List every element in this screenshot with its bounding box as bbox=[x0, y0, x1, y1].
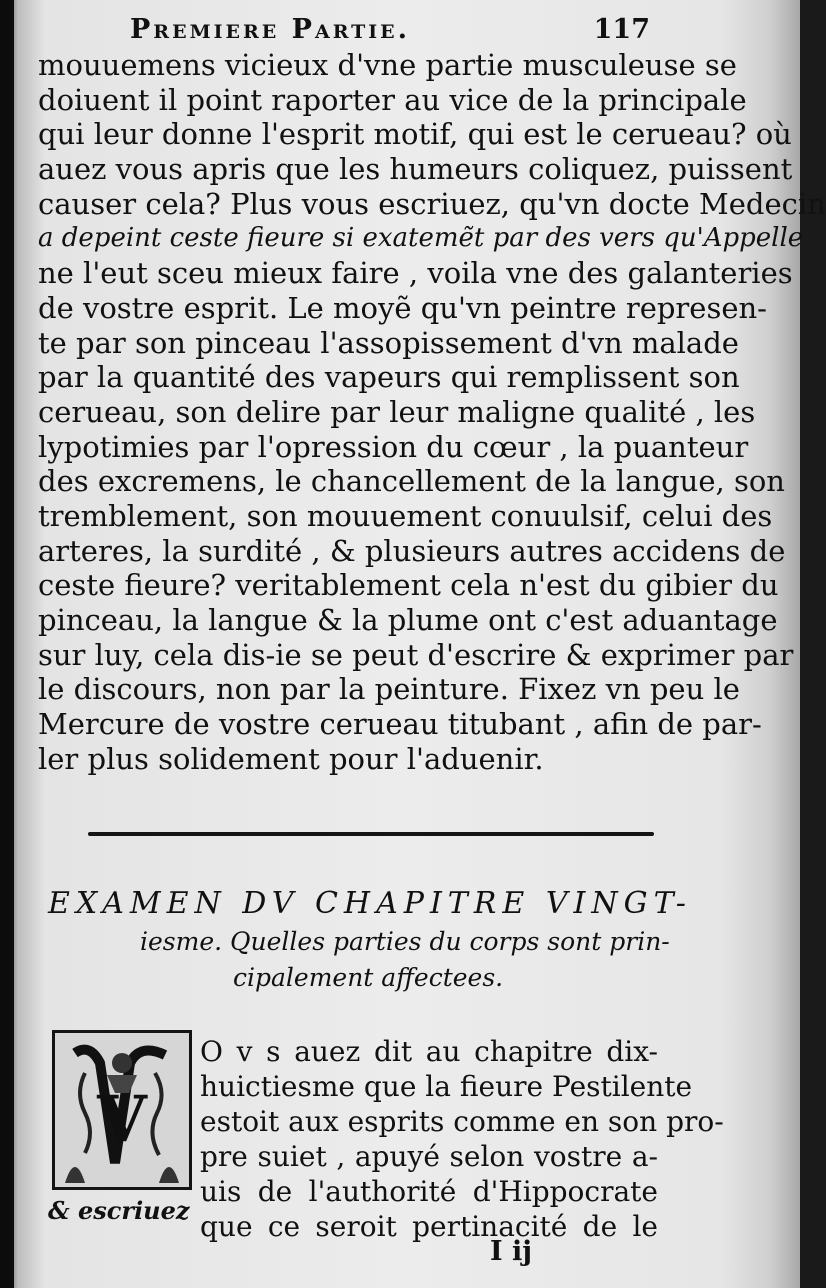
main-text-block bbox=[38, 48, 826, 776]
page-number: 117 bbox=[593, 14, 650, 45]
text-line: de vostre esprit. Le moyẽ qu'vn peintre represen- bbox=[38, 290, 767, 325]
text-line: causer cela? Plus vous escriuez, qu'vn docte Medecin bbox=[38, 186, 826, 221]
text-line: lypotimies par l'opression du cœur , la puanteur bbox=[38, 429, 749, 464]
text-line: a depeint ceste fieure si exatemẽt par des vers qu'Appelle bbox=[38, 223, 804, 254]
text-line: des excremens, le chancellement de la langue, son bbox=[38, 464, 785, 499]
signature-mark: I ij bbox=[490, 1236, 533, 1267]
running-title: Premiere Partie. bbox=[130, 14, 411, 45]
text-line: pre suiet , apuyé selon vostre a- bbox=[200, 1140, 658, 1173]
section-rule bbox=[88, 832, 654, 836]
text-line: arteres, la surdité , & plusieurs autres accidens de bbox=[38, 533, 786, 568]
text-line: doiuent il point raporter au vice de la principale bbox=[38, 82, 747, 117]
text-line: estoit aux esprits comme en son pro- bbox=[200, 1105, 724, 1138]
chapter-heading-line: cipalement affectees. bbox=[233, 963, 504, 992]
text-line: O v s auez dit au chapitre dix- bbox=[200, 1035, 658, 1068]
text-line: sur luy, cela dis-ie se peut d'escrire & exprimer par bbox=[38, 637, 794, 672]
text-line: ne l'eut sceu mieux faire , voila vne des galanteries bbox=[38, 256, 793, 291]
text-line: huictiesme que la fieure Pestilente bbox=[200, 1070, 693, 1103]
running-head bbox=[130, 14, 650, 48]
text-line: te par son pinceau l'assopissement d'vn malade bbox=[38, 325, 739, 360]
text-line: qui leur donne l'esprit motif, qui est le cerueau? où bbox=[38, 117, 792, 152]
drop-cap-ornament bbox=[52, 1030, 192, 1190]
text-line: le discours, non par la peinture. Fixez vn peu le bbox=[38, 672, 740, 707]
chapter-heading-line: iesme. Quelles parties du corps sont prin- bbox=[140, 927, 670, 956]
text-line: auez vous apris que les humeurs coliquez, puissent bbox=[38, 152, 793, 187]
text-line: uis de l'authorité d'Hippocrate bbox=[200, 1175, 658, 1208]
text-line: que ce seroit pertinacité de le bbox=[200, 1210, 658, 1243]
text-line: ceste fieure? veritablement cela n'est du gibier du bbox=[38, 568, 779, 603]
text-line: tremblement, son mouuement conuulsif, celui des bbox=[38, 498, 773, 533]
text-line: Mercure de vostre cerueau titubant , afin de par- bbox=[38, 707, 762, 742]
text-line: par la quantité des vapeurs qui remplissent son bbox=[38, 360, 740, 395]
text-line: mouuemens vicieux d'vne partie musculeuse se bbox=[38, 48, 737, 82]
margin-note: & escriuez bbox=[48, 1196, 190, 1225]
drop-cap-letter: V bbox=[97, 1082, 147, 1157]
text-line: cerueau, son delire par leur maligne qualité , les bbox=[38, 394, 756, 429]
drop-cap-illustration bbox=[55, 1033, 189, 1187]
chapter-heading-line: EXAMEN DV CHAPITRE VINGT- bbox=[48, 886, 692, 921]
text-line: pinceau, la langue & la plume ont c'est aduantage bbox=[38, 603, 778, 637]
section-text-block bbox=[200, 1034, 724, 1244]
text-line: ler plus solidement pour l'aduenir. bbox=[38, 741, 544, 776]
page-gutter-shadow bbox=[0, 0, 14, 1288]
chapter-heading bbox=[48, 884, 692, 996]
